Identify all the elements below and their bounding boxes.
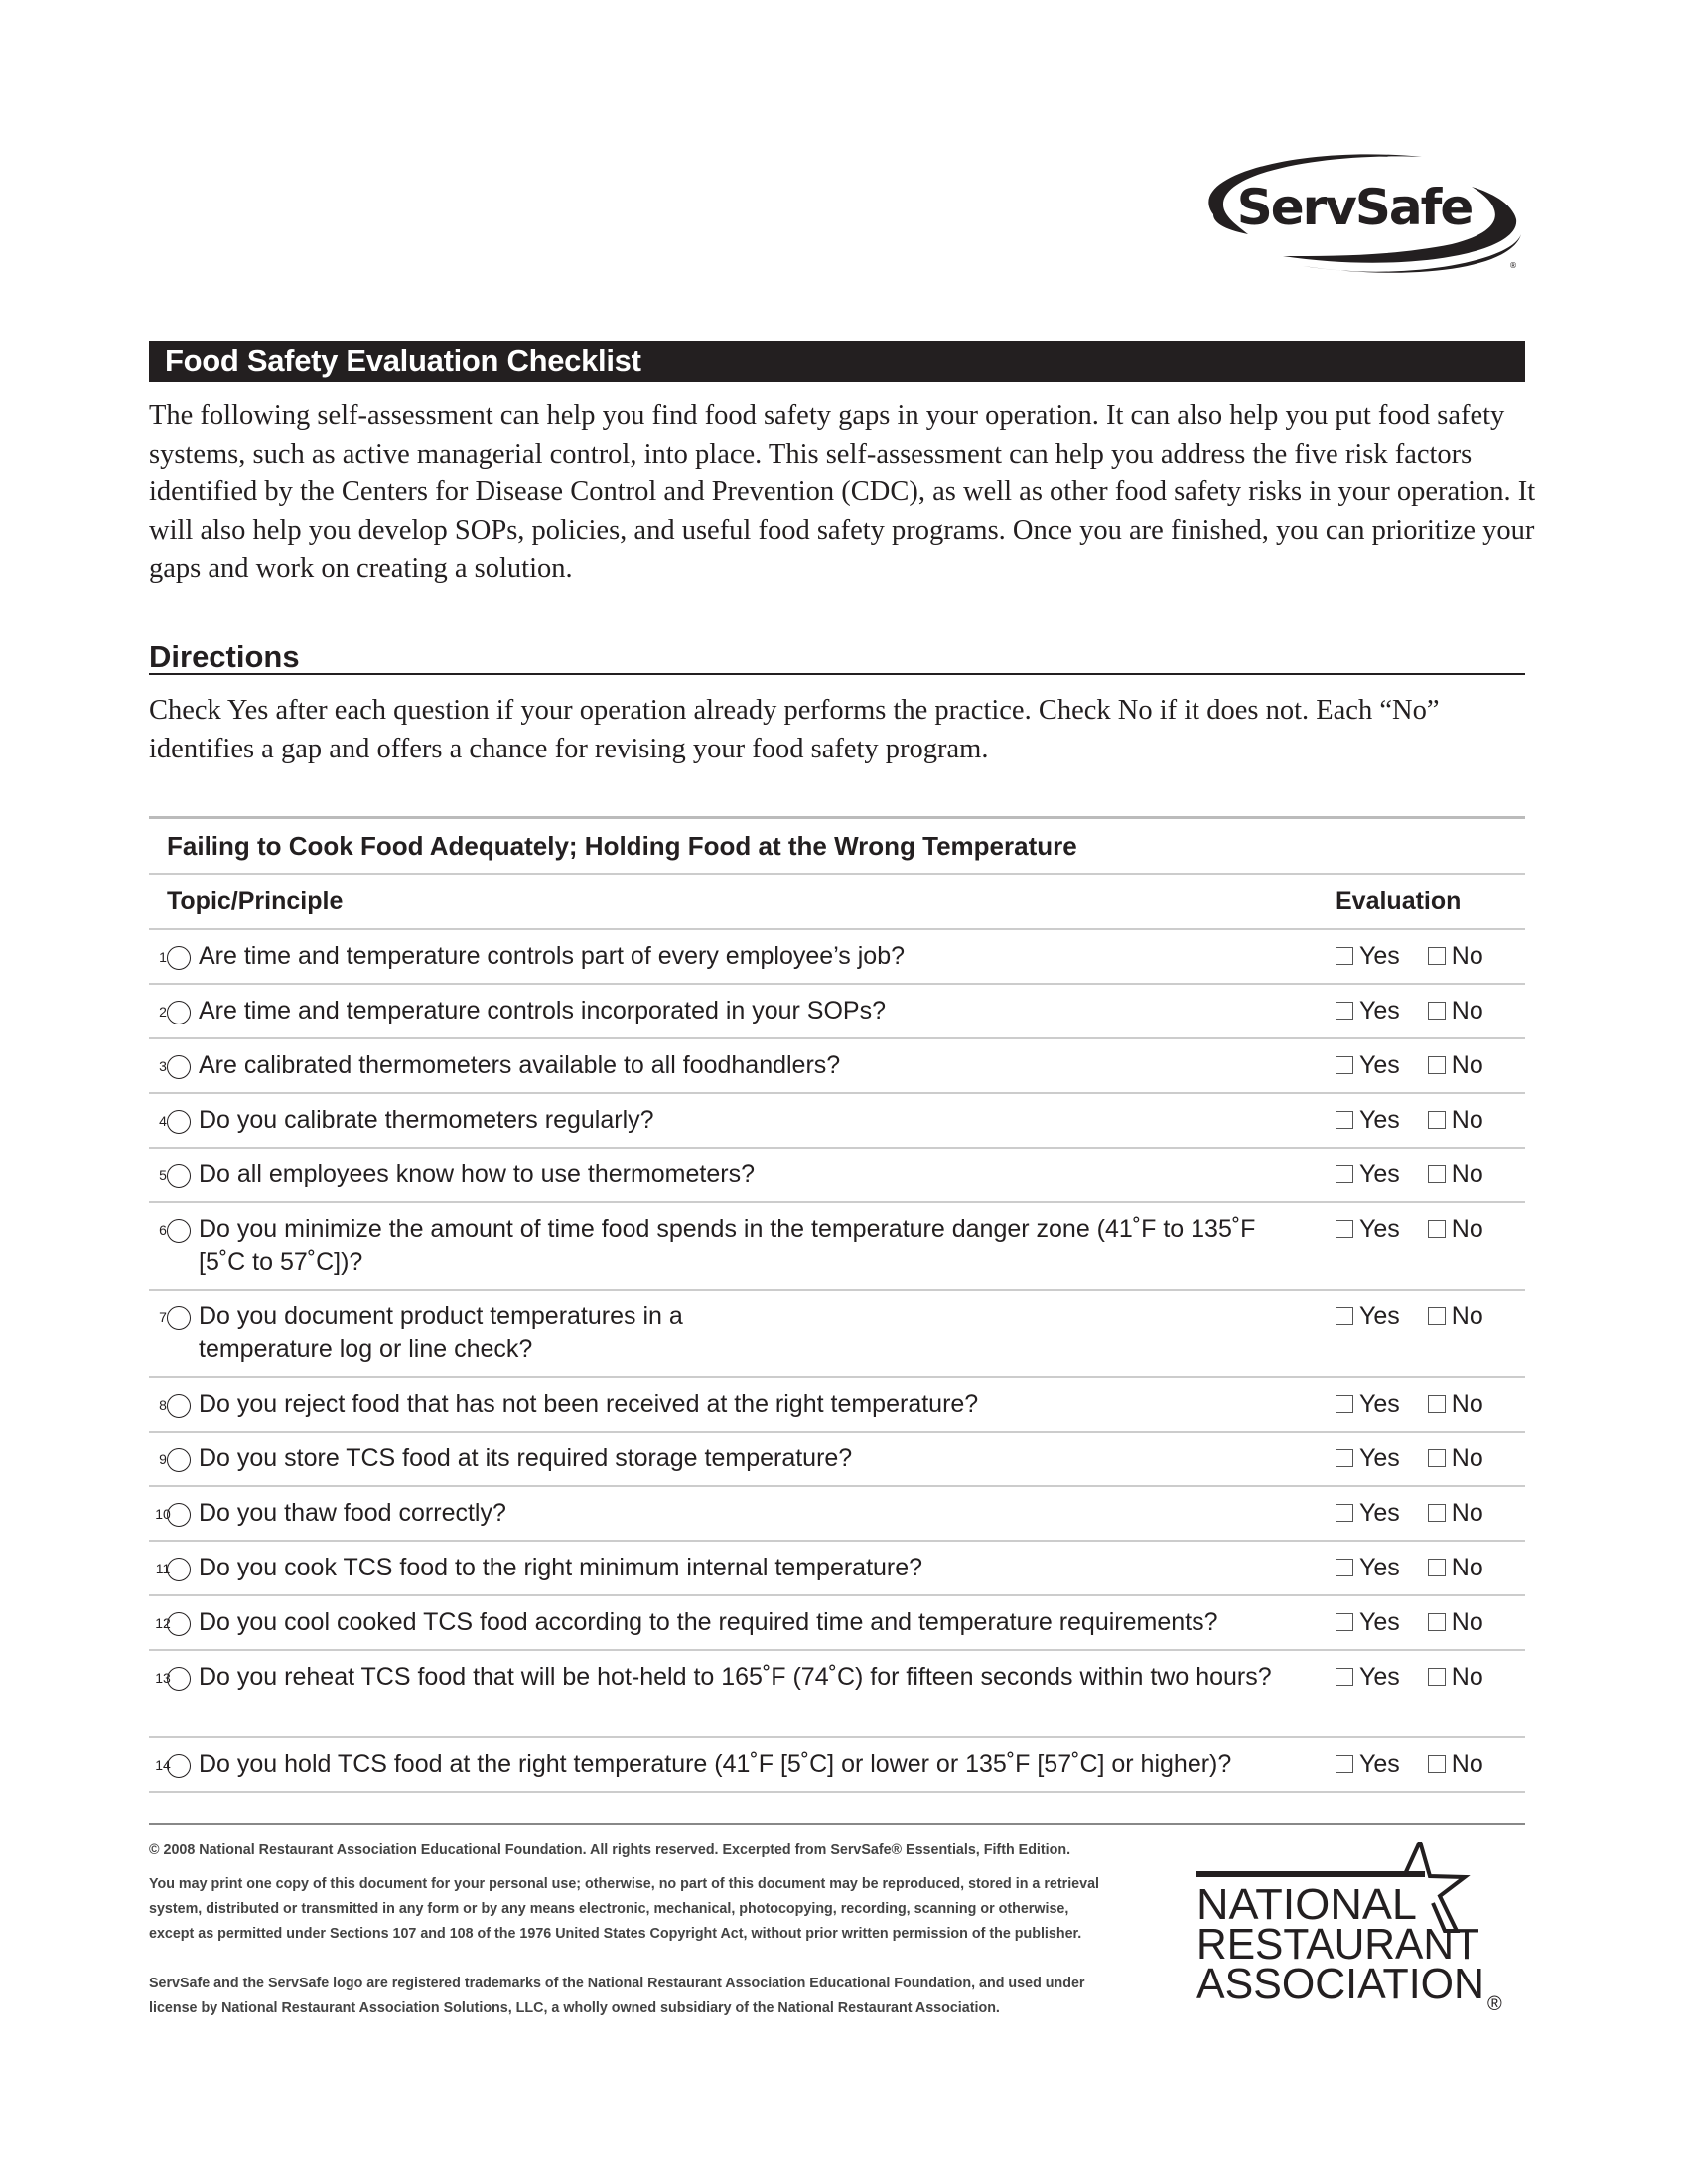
question-text [155,1606,1289,1639]
intro-paragraph: The following self-assessment can help you find food safety gaps in your operation. It can also help you put food safety systems, such as active managerial control, into place. This self-assessment can help you address the five risk factors identified by the Centers for Disease Control and Prevention (CDC), as well as other food safety risks in your operation. It will also help you develop SOPs, policies, and useful food safety programs. Once you are finished, you can prioritize your gaps and work on creating a solution. [149,400,1536,585]
no-checkbox[interactable] [1428,1220,1446,1238]
yes-checkbox[interactable] [1336,1559,1353,1576]
no-checkbox[interactable] [1428,1002,1446,1020]
table-row [149,1596,1525,1651]
evaluation-options [1336,1442,1483,1475]
no-checkbox[interactable] [1428,1613,1446,1631]
table-row [149,1433,1525,1487]
question-text [155,1748,1289,1781]
question-number: 3 [167,1055,191,1079]
table-row [149,1651,1525,1738]
yes-option[interactable] [1336,1160,1400,1188]
column-headers [149,875,1525,930]
no-label: No [1451,1663,1483,1691]
yes-checkbox[interactable] [1336,1504,1353,1522]
yes-label: Yes [1359,1215,1400,1243]
table-row [149,1149,1525,1203]
topic-column-header: Topic/Principle [167,887,344,915]
table-row [149,1487,1525,1542]
svg-text:®: ® [1487,1993,1502,2015]
yes-checkbox[interactable] [1336,1111,1353,1129]
evaluation-options [1336,1104,1483,1137]
yes-option[interactable] [1336,997,1400,1024]
question-label: Do you cook TCS food to the right minimum internal temperature? [199,1554,923,1581]
copyright-text: © 2008 National Restaurant Association Educational Foundation. All rights reserved. Excerpted from ServSafe® Essentials, Fifth Edition. [149,1843,1071,1858]
no-checkbox[interactable] [1428,1755,1446,1773]
no-checkbox[interactable] [1428,1449,1446,1467]
evaluation-options [1336,1388,1483,1421]
no-option[interactable] [1428,1106,1483,1134]
question-text [159,1388,1289,1421]
question-number: 13 [167,1667,191,1691]
question-number: 8 [167,1394,191,1418]
question-number: 6 [167,1219,191,1243]
no-label: No [1451,942,1483,970]
yes-label: Yes [1359,1499,1400,1527]
yes-label: Yes [1359,1750,1400,1778]
svg-text:ServSafe: ServSafe [1236,179,1473,236]
table-row [149,1094,1525,1149]
evaluation-options [1336,940,1483,973]
yes-checkbox[interactable] [1336,1307,1353,1325]
no-label: No [1451,997,1483,1024]
yes-checkbox[interactable] [1336,1056,1353,1074]
directions-heading: Directions [149,639,1525,675]
no-option[interactable] [1428,942,1483,970]
question-text [159,1049,1289,1082]
yes-option[interactable] [1336,1608,1400,1636]
yes-checkbox[interactable] [1336,1165,1353,1183]
table-row [149,1039,1525,1094]
no-option[interactable] [1428,1608,1483,1636]
question-number: 10 [167,1503,191,1527]
no-option[interactable] [1428,1302,1483,1330]
question-number: 5 [167,1164,191,1188]
no-label: No [1451,1554,1483,1581]
evaluation-options [1336,1748,1483,1781]
question-text [159,1104,1289,1137]
question-label: Are time and temperature controls incorporated in your SOPs? [199,997,887,1024]
servsafe-logo [1184,145,1526,279]
yes-label: Yes [1359,1554,1400,1581]
no-label: No [1451,1051,1483,1079]
question-text [159,940,1289,973]
no-option[interactable] [1428,1663,1483,1691]
no-checkbox[interactable] [1428,1165,1446,1183]
no-option[interactable] [1428,1444,1483,1472]
no-checkbox[interactable] [1428,1395,1446,1413]
nra-logo [1196,1842,1534,2020]
no-option[interactable] [1428,1160,1483,1188]
no-option[interactable] [1428,1215,1483,1243]
yes-checkbox[interactable] [1336,1395,1353,1413]
yes-label: Yes [1359,1608,1400,1636]
table-row [149,930,1525,985]
question-label: Do you store TCS food at its required storage temperature? [199,1444,853,1472]
no-label: No [1451,1302,1483,1330]
no-option[interactable] [1428,1051,1483,1079]
nra-logo-line-2: RESTAURANT [1196,1920,1479,1969]
yes-checkbox[interactable] [1336,947,1353,965]
no-option[interactable] [1428,1554,1483,1581]
no-checkbox[interactable] [1428,1056,1446,1074]
directions-text: Check Yes after each question if your operation already performs the practice. Check No if it does not. Each “No” identifies a gap and offers a chance for revising your food safety program. [149,695,1440,764]
footer-divider [149,1823,1525,1825]
table-row [149,1542,1525,1596]
yes-option[interactable] [1336,1390,1400,1418]
table-row [149,1203,1525,1291]
nra-logo-line-3: ASSOCIATION [1196,1960,1484,2008]
no-label: No [1451,1160,1483,1188]
yes-checkbox[interactable] [1336,1449,1353,1467]
evaluation-options [1336,1661,1483,1694]
question-label: Do you cool cooked TCS food according to the required time and temperature requirements? [199,1608,1218,1636]
question-label: Are calibrated thermometers available to all foodhandlers? [199,1051,841,1079]
trademark-text: ServSafe and the ServSafe logo are registered trademarks of the National Restaurant Association Educational Foundation, and used under license by National Restaurant Association Solutions, LLC, a wholly owned subsidiary of the National Restaurant Association. [149,1976,1085,2016]
question-text [159,1159,1289,1191]
page-title: Food Safety Evaluation Checklist [149,341,1525,382]
question-text [155,1552,1289,1584]
permission-text: You may print one copy of this document for your personal use; otherwise, no part of this document may be reproduced, stored in a retrieval system, distributed or transmitted in any form or by any means electronic, mechanical, photocopying, recording, scanning or otherwise, except as permitted under Sections 107 and 108 of the 1976 United States Copyright Act, without prior written permission of the publisher. [149,1876,1099,1942]
yes-label: Yes [1359,1663,1400,1691]
yes-label: Yes [1359,942,1400,970]
no-checkbox[interactable] [1428,1504,1446,1522]
yes-option[interactable] [1336,942,1400,970]
evaluation-options [1336,995,1483,1027]
question-number: 4 [167,1110,191,1134]
yes-option[interactable] [1336,1302,1400,1330]
no-option[interactable] [1428,997,1483,1024]
question-text [159,1442,1289,1475]
no-label: No [1451,1444,1483,1472]
checklist-table [149,816,1525,1793]
no-option[interactable] [1428,1390,1483,1418]
question-number: 9 [167,1448,191,1472]
section-heading: Failing to Cook Food Adequately; Holding Food at the Wrong Temperature [149,819,1525,875]
yes-checkbox[interactable] [1336,1613,1353,1631]
question-number: 7 [167,1306,191,1330]
evaluation-options [1336,1213,1483,1246]
svg-text:®: ® [1509,261,1517,270]
question-label: Do you reheat TCS food that will be hot-held to 165˚F (74˚C) for fifteen seconds within two hours? [199,1663,1272,1691]
evaluation-options [1336,1497,1483,1530]
yes-option[interactable] [1336,1051,1400,1079]
yes-label: Yes [1359,1444,1400,1472]
no-checkbox[interactable] [1428,1668,1446,1686]
yes-checkbox[interactable] [1336,1002,1353,1020]
question-label: Do you document product temperatures in a temperature log or line check? [199,1302,683,1363]
evaluation-options [1336,1606,1483,1639]
evaluation-options [1336,1300,1483,1333]
question-text [155,1497,1289,1530]
question-number: 1 [167,946,191,970]
yes-checkbox[interactable] [1336,1668,1353,1686]
question-number: 11 [167,1558,191,1581]
evaluation-column-header: Evaluation [1336,887,1462,915]
no-label: No [1451,1390,1483,1418]
question-label: Do you calibrate thermometers regularly? [199,1106,654,1134]
yes-label: Yes [1359,1160,1400,1188]
question-label: Do you thaw food correctly? [199,1499,506,1527]
question-label: Do you reject food that has not been received at the right temperature? [199,1390,979,1418]
no-option[interactable] [1428,1750,1483,1778]
question-label: Do you minimize the amount of time food spends in the temperature danger zone (41˚F to 135˚F [5˚C to 57˚C])? [199,1215,1256,1276]
no-checkbox[interactable] [1428,1111,1446,1129]
yes-label: Yes [1359,1390,1400,1418]
no-option[interactable] [1428,1499,1483,1527]
no-checkbox[interactable] [1428,947,1446,965]
yes-checkbox[interactable] [1336,1220,1353,1238]
no-checkbox[interactable] [1428,1307,1446,1325]
question-number: 12 [167,1612,191,1636]
table-row [149,1738,1525,1793]
table-row [149,985,1525,1039]
question-number: 2 [167,1001,191,1024]
yes-option[interactable] [1336,1750,1400,1778]
question-text [155,1661,1289,1694]
question-label: Do all employees know how to use thermometers? [199,1160,755,1188]
question-text [159,995,1289,1027]
table-row [149,1291,1525,1378]
yes-option[interactable] [1336,1215,1400,1243]
no-label: No [1451,1106,1483,1134]
no-label: No [1451,1499,1483,1527]
nra-logo-line-1: NATIONAL [1196,1880,1417,1929]
table-row [149,1378,1525,1433]
question-label: Are time and temperature controls part of every employee’s job? [199,942,906,970]
question-label: Do you hold TCS food at the right temperature (41˚F [5˚C] or lower or 135˚F [57˚C] or higher)? [199,1750,1232,1778]
yes-label: Yes [1359,1302,1400,1330]
yes-option[interactable] [1336,1106,1400,1134]
question-number: 14 [167,1754,191,1778]
yes-label: Yes [1359,997,1400,1024]
yes-option[interactable] [1336,1554,1400,1581]
no-label: No [1451,1750,1483,1778]
yes-option[interactable] [1336,1444,1400,1472]
yes-label: Yes [1359,1051,1400,1079]
yes-option[interactable] [1336,1663,1400,1691]
yes-option[interactable] [1336,1499,1400,1527]
question-text [159,1300,723,1366]
yes-checkbox[interactable] [1336,1755,1353,1773]
evaluation-options [1336,1159,1483,1191]
no-label: No [1451,1608,1483,1636]
no-label: No [1451,1215,1483,1243]
yes-label: Yes [1359,1106,1400,1134]
evaluation-options [1336,1552,1483,1584]
evaluation-options [1336,1049,1483,1082]
question-text [159,1213,1289,1279]
no-checkbox[interactable] [1428,1559,1446,1576]
